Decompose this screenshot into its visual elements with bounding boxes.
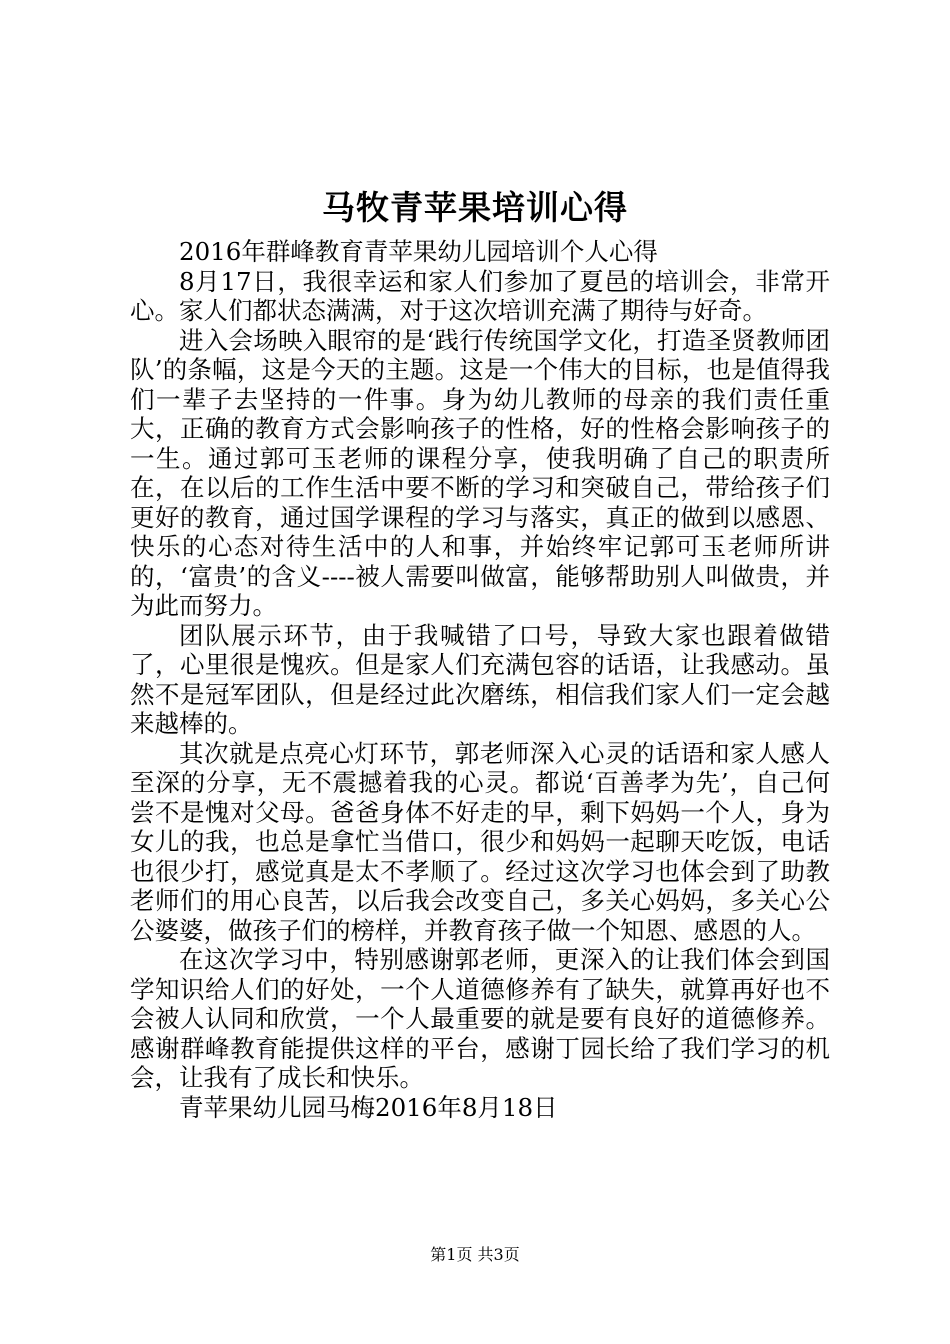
paragraph-team: 团队展示环节，由于我喊错了口号，导致大家也跟着做错了，心里很是愧疚。但是家人们充满包容的话语，让我感动。虽然不是冠军团队，但是经过此次磨练，相信我们家人们一定会越来越棒的。 bbox=[130, 620, 830, 738]
page-number-footer: 第1页 共3页 bbox=[430, 1245, 520, 1264]
paragraph-venue: 进入会场映入眼帘的是‘践行传统国学文化，打造圣贤教师团队’的条幅，这是今天的主题。这是一个伟大的目标，也是值得我们一辈子去坚持的一件事。身为幼儿教师的母亲的我们责任重大，正确的教育方式会影响孩子的性格，好的性格会影响孩子的一生。通过郭可玉老师的课程分享，使我明确了自己的职责所在，在以后的工作生活中要不断的学习和突破自己，带给孩子们更好的教育，通过国学课程的学习与落实，真正的做到以感恩、快乐的心态对待生活中的人和事，并始终牢记郭可玉老师所讲的，‘富贵’的含义----被人需要叫做富，能够帮助别人叫做贵，并为此而努力。 bbox=[130, 325, 830, 620]
paragraph-thanks: 在这次学习中，特别感谢郭老师，更深入的让我们体会到国学知识给人们的好处，一个人道德修养有了缺失，就算再好也不会被人认同和欣赏，一个人最重要的就是要有良好的道德修养。感谢群峰教育能提供这样的平台，感谢丁园长给了我们学习的机会，让我有了成长和快乐。 bbox=[130, 945, 830, 1092]
document-title: 马牧青苹果培训心得 bbox=[322, 188, 628, 227]
document-body bbox=[130, 237, 830, 1122]
paragraph-heart-lamp: 其次就是点亮心灯环节，郭老师深入心灵的话语和家人感人至深的分享，无不震撼着我的心灵。都说‘百善孝为先’，自己何尝不是愧对父母。爸爸身体不好走的早，剩下妈妈一个人，身为女儿的我，也总是拿忙当借口，很少和妈妈一起聊天吃饭，电话也很少打，感觉真是太不孝顺了。经过这次学习也体会到了助教老师们的用心良苦，以后我会改变自己，多关心妈妈，多关心公公婆婆，做孩子们的榜样，并教育孩子做一个知恩、感恩的人。 bbox=[130, 738, 830, 945]
paragraph-signature: 青苹果幼儿园马梅2016年8月18日 bbox=[179, 1092, 558, 1122]
paragraph-intro: 8月17日，我很幸运和家人们参加了夏邑的培训会，非常开心。家人们都状态满满，对于这次培训充满了期待与好奇。 bbox=[130, 266, 830, 325]
paragraph-subtitle: 2016年群峰教育青苹果幼儿园培训个人心得 bbox=[179, 237, 658, 266]
